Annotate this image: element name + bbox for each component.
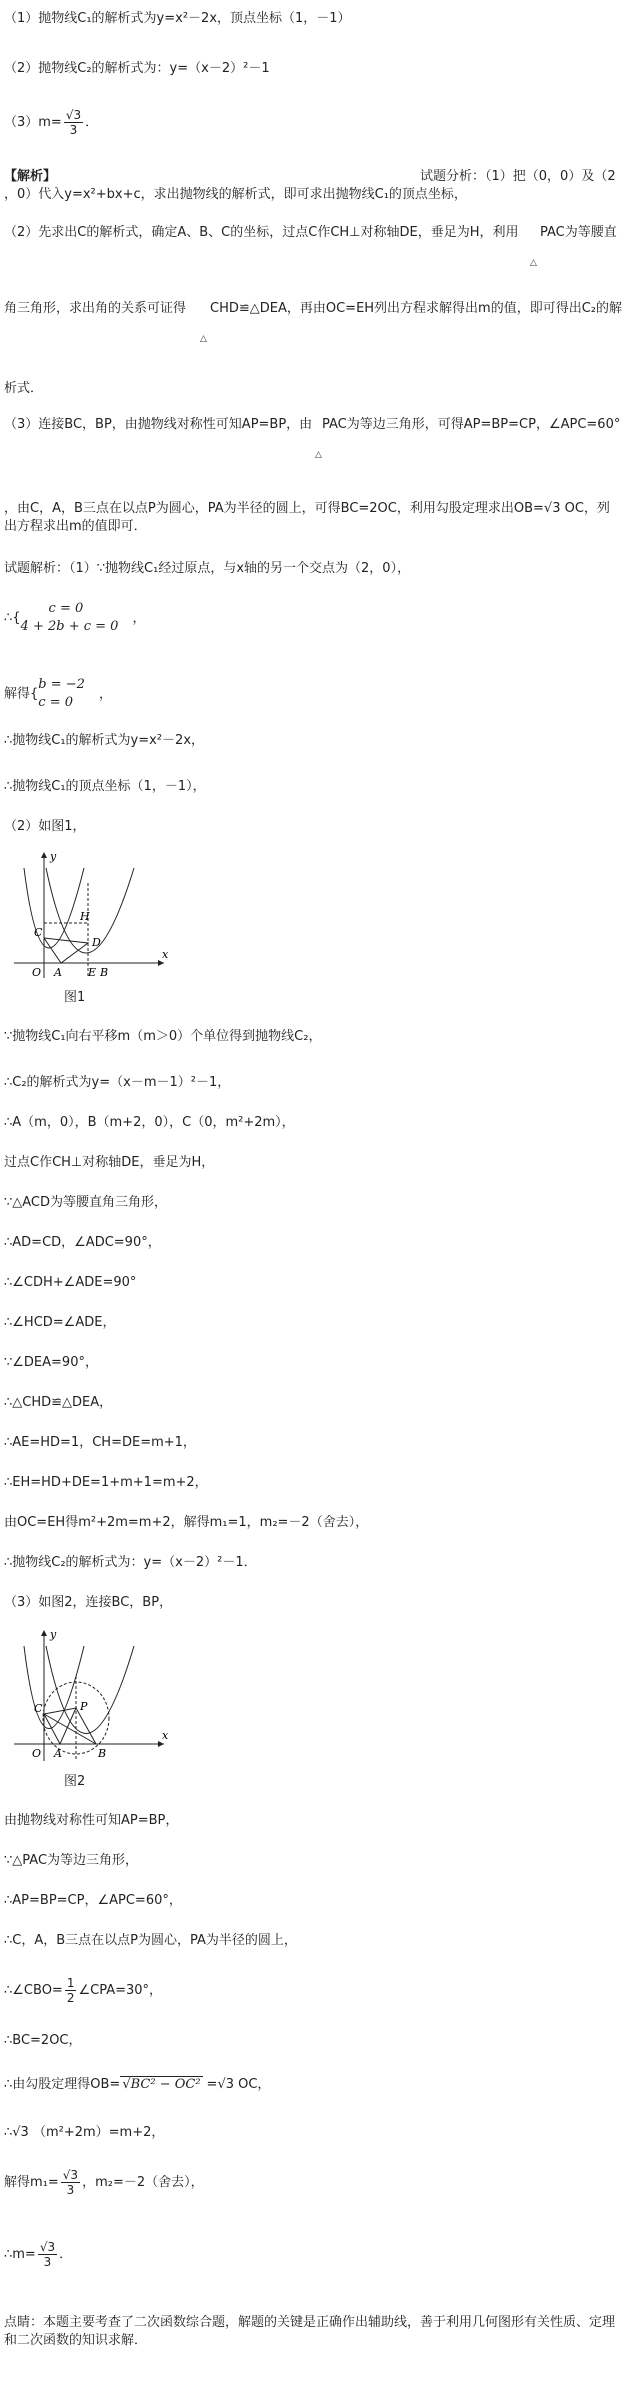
solution-23: ∴C，A，B三点在以点P为圆心，PA为半径的圆上， xyxy=(4,1933,297,1948)
solution-21: ∵△PAC为等边三角形， xyxy=(4,1853,139,1868)
solution-29-den: 3 xyxy=(43,2255,52,2269)
solution-27: ∴√3 （m²+2m）=m+2， xyxy=(4,2125,165,2140)
solution-28-suffix: ，m₂=－2（舍去）， xyxy=(82,2175,204,2190)
solution-7: ∴A（m，0），B（m+2，0），C（0，m²+2m）， xyxy=(4,1115,295,1130)
solution-28-fraction xyxy=(61,2168,80,2197)
solution-24-num: 1 xyxy=(66,1976,75,1990)
solution-18: ∴抛物线C₂的解析式为：y=（x－2）²－1． xyxy=(4,1555,257,1570)
solution-11: ∴∠CDH+∠ADE=90° xyxy=(4,1275,137,1290)
analysis-part3-a-left: （3）连接BC，BP，由抛物线对称性可知AP=BP，由 xyxy=(4,417,313,432)
solution-25: ∴BC=2OC， xyxy=(4,2033,82,2048)
analysis-tag: 【解析】 xyxy=(4,169,57,184)
solution-8: 过点C作CH⊥对称轴DE，垂足为H， xyxy=(4,1155,215,1170)
system-2-suffix: ， xyxy=(98,686,112,702)
system-1 xyxy=(4,600,624,644)
parabola-c1 xyxy=(24,1646,84,1729)
solution-13: ∵∠DEA=90°， xyxy=(4,1355,98,1370)
solution-10: ∴AD=CD，∠ADC=90°， xyxy=(4,1235,161,1250)
solution-28 xyxy=(4,2168,624,2202)
answer-2: （2）抛物线C₂的解析式为：y=（x－2）²－1 xyxy=(4,61,270,76)
label-c: C xyxy=(34,1702,43,1715)
answer-3-den: 3 xyxy=(69,123,78,137)
solution-24-suffix: ∠CPA=30°， xyxy=(78,1983,163,1998)
system-1-equations xyxy=(21,600,119,636)
answer-3-num: √3 xyxy=(65,108,82,122)
system-1-prefix: ∴{ xyxy=(4,610,21,626)
label-o: O xyxy=(32,966,42,979)
triangle-acd xyxy=(44,938,88,963)
system-2-eq-a: b = −2 xyxy=(38,677,85,692)
label-c: C xyxy=(34,926,43,939)
solution-2: ∴抛物线C₁的解析式为y=x²－2x， xyxy=(4,733,205,748)
label-b: B xyxy=(100,966,109,979)
solution-24-fraction xyxy=(65,1976,77,2005)
solution-22: ∴AP=BP=CP，∠APC=60°， xyxy=(4,1893,182,1908)
key-point: 点睛：本题主要考查了二次函数综合题，解题的关键是正确作出辅助线，善于利用几何图形有关性质、定理和二次函数的知识求解． xyxy=(4,2315,616,2348)
solution-29-num: √3 xyxy=(39,2240,56,2254)
solution-4: （2）如图1， xyxy=(4,819,86,834)
solution-19: （3）如图2，连接BC，BP， xyxy=(4,1595,173,1610)
solution-26-radical: √BC² − OC² xyxy=(122,2077,201,2092)
solution-26 xyxy=(4,2076,624,2094)
solution-20: 由抛物线对称性可知AP=BP， xyxy=(4,1813,179,1828)
label-x: x xyxy=(162,1729,169,1742)
analysis-part2-c: 析式． xyxy=(4,381,44,396)
system-1-eq-a: c = 0 xyxy=(48,601,84,616)
solution-12: ∴∠HCD=∠ADE， xyxy=(4,1315,116,1330)
triangle-icon: △ xyxy=(200,334,207,344)
triangle-icon: △ xyxy=(315,450,322,460)
solution-24 xyxy=(4,1976,624,2010)
y-axis-arrow-icon xyxy=(41,1630,47,1636)
solution-29-prefix: ∴m= xyxy=(4,2247,36,2262)
analysis-part2-a: （2）先求出C的解析式，确定A、B、C的坐标，过点C作CH⊥对称轴DE，垂足为H，利用 xyxy=(4,225,519,240)
system-2-eq-b: c = 0 xyxy=(38,695,73,710)
answer-3 xyxy=(4,108,624,137)
analysis-part2-a-right: PAC为等腰直 xyxy=(540,225,617,240)
figure-1-caption: 图1 xyxy=(64,990,86,1005)
solution-14: ∴△CHD≌△DEA， xyxy=(4,1395,113,1410)
solution-17: 由OC=EH得m²+2m=m+2，解得m₁=1，m₂=－2（舍去）， xyxy=(4,1515,369,1530)
label-b: B xyxy=(98,1747,107,1760)
solution-9: ∵△ACD为等腰直角三角形， xyxy=(4,1195,168,1210)
triangle-icon: △ xyxy=(530,258,537,268)
solution-28-den: 3 xyxy=(66,2183,75,2197)
solution-29 xyxy=(4,2240,624,2274)
solution-5: ∵抛物线C₁向右平移m（m＞0）个单位得到抛物线C₂， xyxy=(4,1029,322,1044)
solution-15: ∴AE=HD=1，CH=DE=m+1， xyxy=(4,1435,196,1450)
label-a: A xyxy=(54,1747,62,1760)
system-2-equations xyxy=(38,676,85,712)
solution-24-den: 2 xyxy=(66,1991,75,2005)
label-e: E xyxy=(88,966,97,979)
label-y: y xyxy=(50,850,57,863)
label-p: P xyxy=(80,1700,88,1713)
analysis-part3-c: 出方程求出m的值即可． xyxy=(4,519,147,534)
analysis-part2-b-mid: CHD≌△DEA，再由OC=EH列出方程求解得出m的值，即可得出C₂的解 xyxy=(210,301,623,316)
label-h: H xyxy=(80,910,90,923)
answer-1: （1）抛物线C₁的解析式为y=x²－2x，顶点坐标（1，－1） xyxy=(4,11,351,26)
figure-2-caption: 图2 xyxy=(64,1774,86,1789)
label-x: x xyxy=(162,948,169,961)
answer-3-fraction xyxy=(64,108,83,137)
system-2 xyxy=(4,676,624,720)
label-o: O xyxy=(32,1747,42,1760)
analysis-intro: 试题分析：（1）把（0，0）及（2 xyxy=(420,169,616,184)
answer-3-prefix: （3）m= xyxy=(4,115,62,130)
solution-29-suffix: ． xyxy=(59,2247,73,2262)
figure-2 xyxy=(14,1626,174,1766)
answer-3-suffix: ． xyxy=(85,115,99,130)
figure-1 xyxy=(14,848,174,983)
analysis-part3-a-right: PAC为等边三角形，可得AP=BP=CP，∠APC=60° xyxy=(322,417,621,432)
solution-1: 试题解析：（1）∵抛物线C₁经过原点，与x轴的另一个交点为（2，0）， xyxy=(4,561,411,576)
label-d: D xyxy=(92,936,101,949)
solution-26-suffix: =√3 OC， xyxy=(206,2077,271,2092)
solution-3: ∴抛物线C₁的顶点坐标（1，－1）， xyxy=(4,779,206,794)
solution-28-num: √3 xyxy=(62,2168,79,2182)
solution-16: ∴EH=HD+DE=1+m+1=m+2， xyxy=(4,1475,208,1490)
label-y: y xyxy=(50,1628,57,1641)
system-1-suffix: ， xyxy=(132,610,146,626)
analysis-part3-b: ，由C，A，B三点在以点P为圆心，PA为半径的圆上，可得BC=2OC，利用勾股定理求出OB=√3 OC，列 xyxy=(4,501,610,516)
system-2-prefix: 解得{ xyxy=(4,686,39,702)
analysis-part2-b-left: 角三角形，求出角的关系可证得 xyxy=(4,301,187,316)
label-a: A xyxy=(54,966,62,979)
analysis-cont: ，0）代入y=x²+bx+c，求出抛物线的解析式，即可求出抛物线C₁的顶点坐标， xyxy=(4,187,467,202)
solution-6: ∴C₂的解析式为y=（x－m－1）²－1， xyxy=(4,1075,231,1090)
y-axis-arrow-icon xyxy=(41,852,47,858)
system-1-eq-b: 4 + 2b + c = 0 xyxy=(20,619,119,634)
solution-26-prefix: ∴由勾股定理得OB= xyxy=(4,2077,121,2092)
parabola-c1 xyxy=(24,868,84,948)
solution-28-prefix: 解得m₁= xyxy=(4,2175,59,2190)
solution-29-fraction xyxy=(38,2240,57,2269)
solution-24-prefix: ∴∠CBO= xyxy=(4,1983,63,1998)
